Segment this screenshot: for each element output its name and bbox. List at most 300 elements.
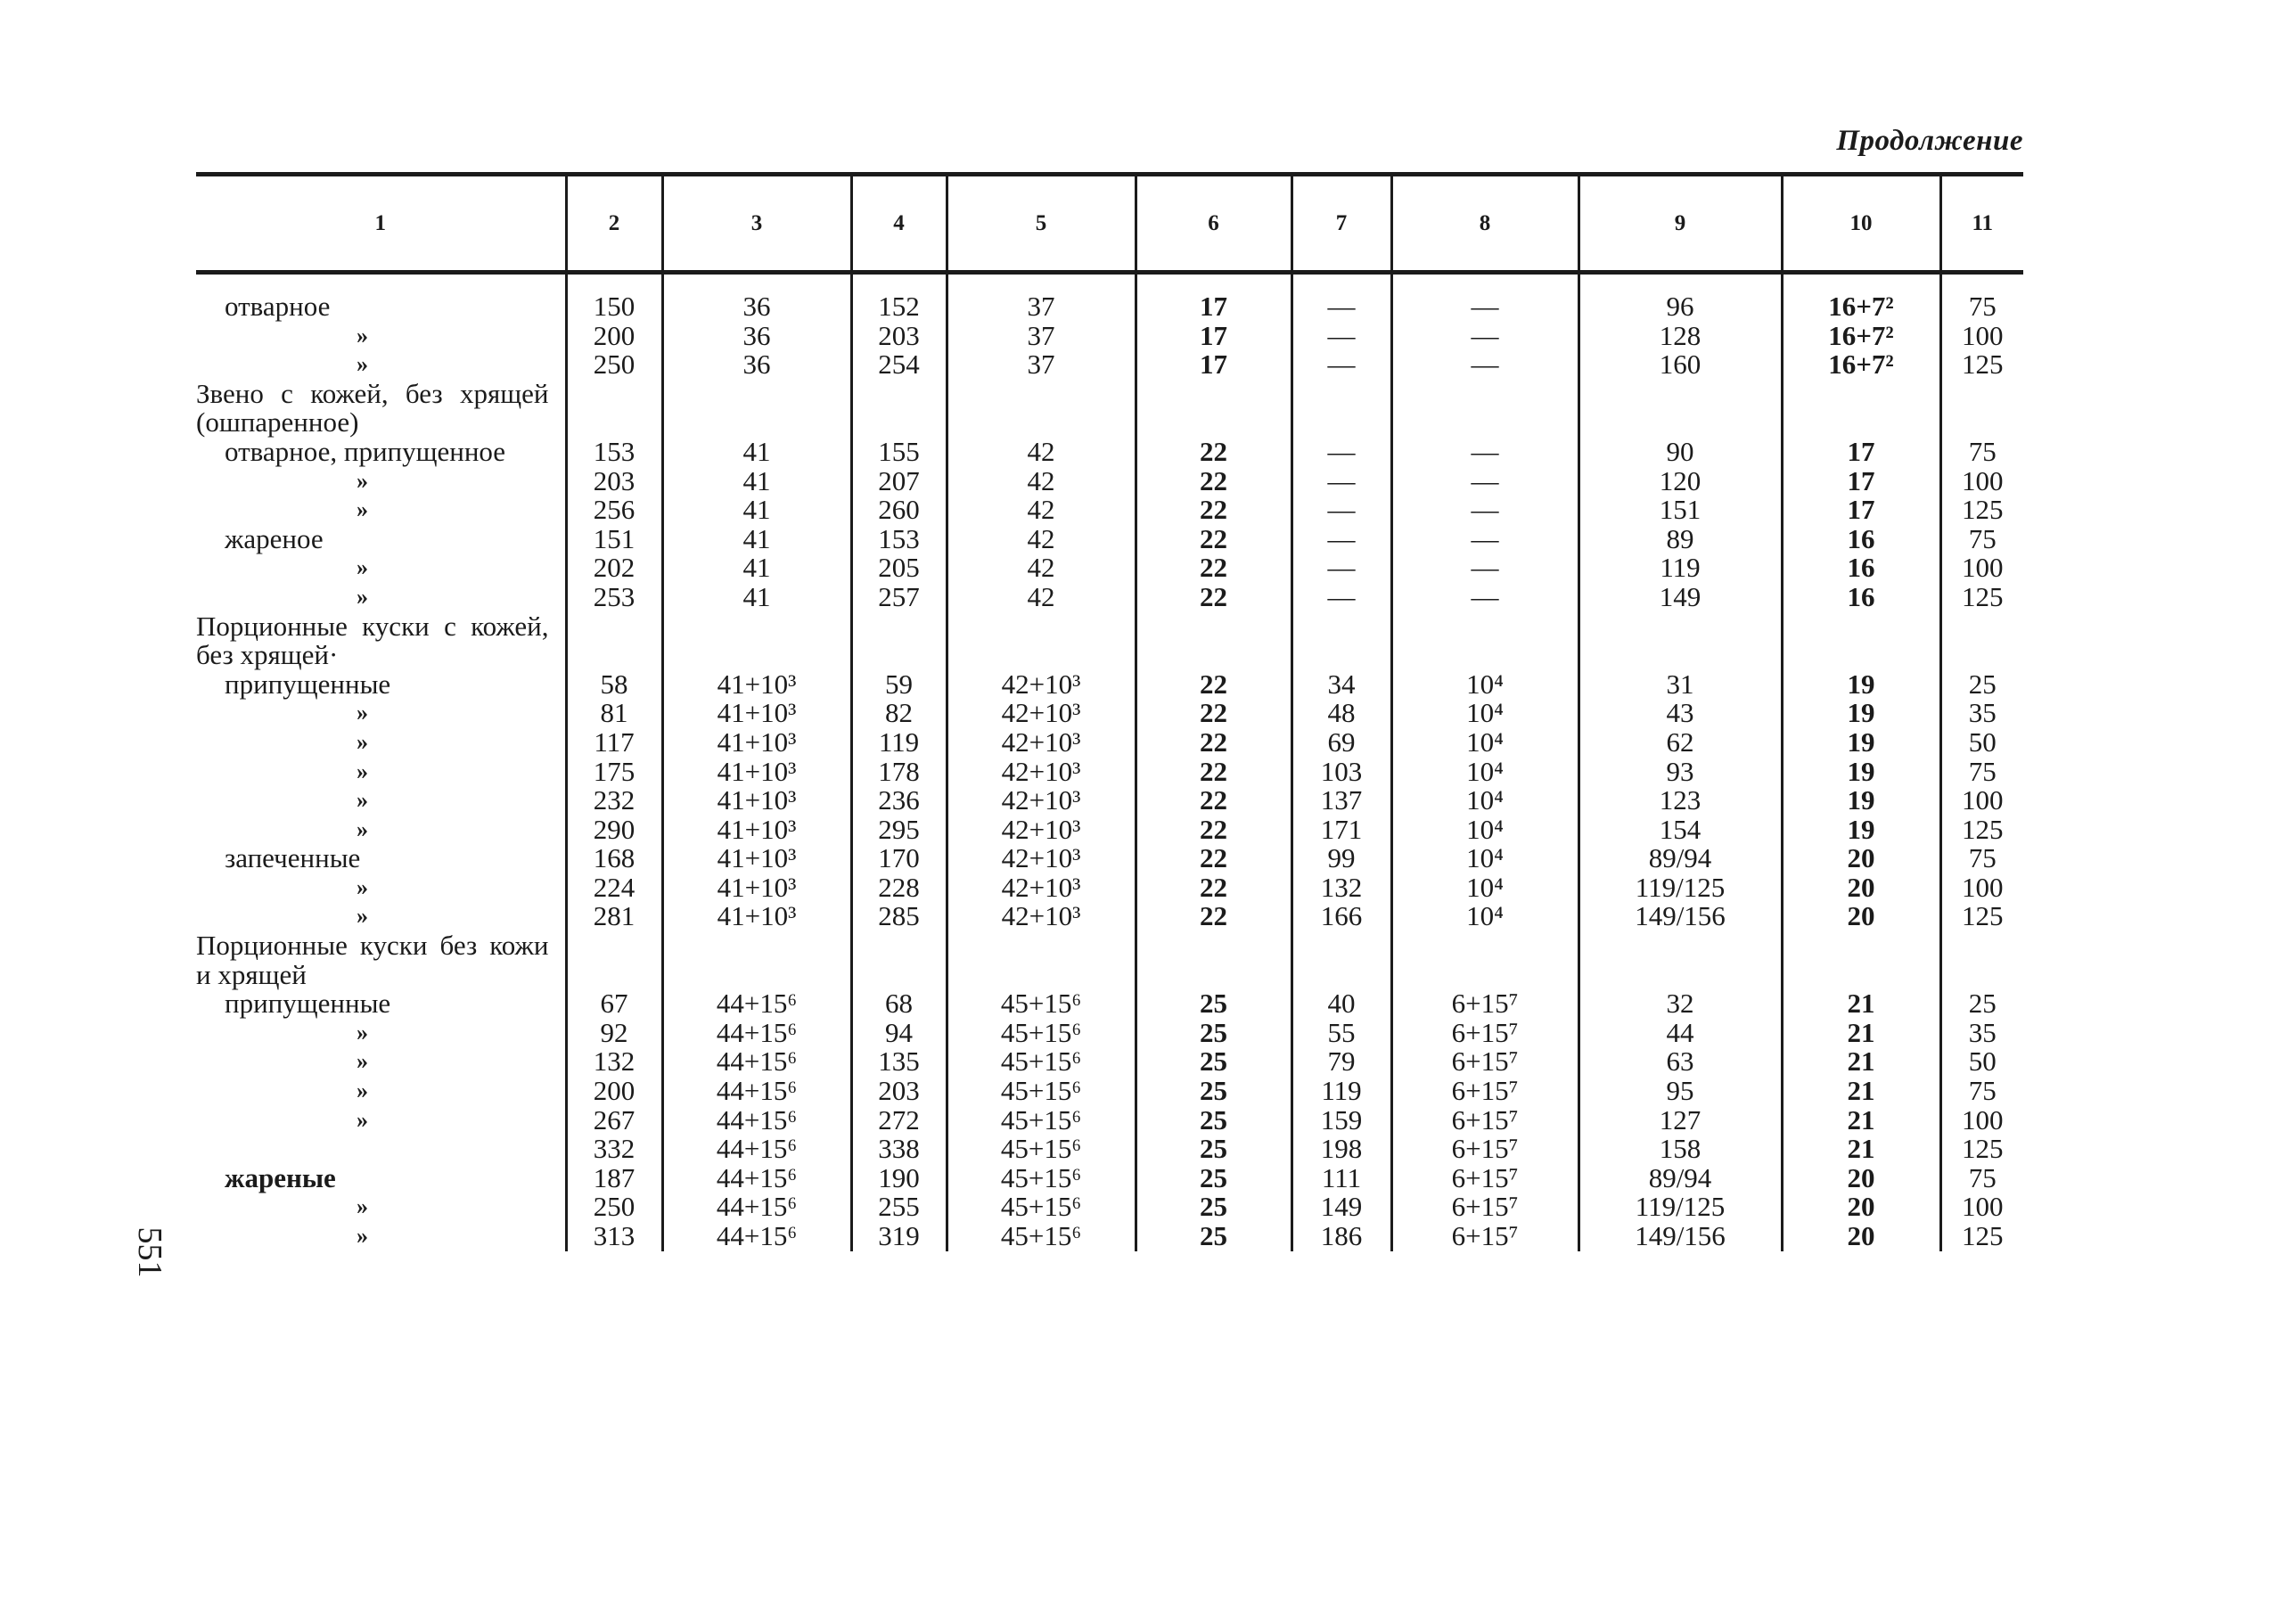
empty-cell [662,380,851,438]
cell-col-5: 42 [947,583,1136,612]
cell-col-6: 25 [1136,1193,1292,1222]
empty-cell [1136,380,1292,438]
empty-cell [1782,931,1940,989]
cell-col-8: 6+15⁷ [1391,989,1578,1019]
table-header [196,175,2023,273]
empty-cell [1578,931,1782,989]
ditto-mark: » [357,583,368,610]
cell-col-4: 260 [851,496,947,525]
cell-col-6: 25 [1136,1135,1292,1164]
cell-col-6: 22 [1136,467,1292,496]
table-row [196,1019,2023,1048]
cell-col-4: 82 [851,699,947,728]
cell-col-5: 42 [947,467,1136,496]
table-row [196,292,2023,322]
cell-col-6: 22 [1136,873,1292,903]
cell-col-8: 10⁴ [1391,873,1578,903]
cell-col-2: 267 [566,1106,662,1135]
cell-col-3: 41+10³ [662,816,851,845]
cell-col-3: 41+10³ [662,844,851,873]
cell-col-3: 41+10³ [662,728,851,758]
empty-cell [566,612,662,670]
cell-col-9: 149/156 [1578,1222,1782,1251]
row-label: припущенные [225,668,391,700]
cell-col-7: 119 [1292,1077,1391,1106]
cell-col-10: 20 [1782,1222,1940,1251]
column-header-10: 10 [1782,175,1940,273]
cell-col-6: 22 [1136,816,1292,845]
cell-col-2: 187 [566,1164,662,1193]
table-row [196,438,2023,467]
table-row [196,322,2023,351]
empty-cell [1391,380,1578,438]
cell-col-5: 42 [947,553,1136,583]
cell-col-3: 36 [662,322,851,351]
cell-col-7: 34 [1292,670,1391,700]
cell-col-6: 22 [1136,786,1292,816]
cell-col-4: 178 [851,758,947,787]
ditto-mark: » [357,1223,368,1249]
cell-col-11: 100 [1940,1193,2023,1222]
empty-cell [1578,380,1782,438]
cell-col-9: 63 [1578,1047,1782,1077]
cell-col-10: 21 [1782,1077,1940,1106]
cell-col-3: 44+15⁶ [662,1135,851,1164]
cell-col-4: 207 [851,467,947,496]
cell-col-2: 224 [566,873,662,903]
empty-cell [851,931,947,989]
cell-col-10: 20 [1782,873,1940,903]
cell-col-8: 6+15⁷ [1391,1077,1578,1106]
cell-col-9: 151 [1578,496,1782,525]
row-label: отварное, припущенное [225,435,506,467]
empty-cell [1940,380,2023,438]
cell-col-6: 25 [1136,1106,1292,1135]
cell-col-10: 20 [1782,1164,1940,1193]
cell-col-5: 45+15⁶ [947,1019,1136,1048]
cell-col-8: 10⁴ [1391,699,1578,728]
cell-col-2: 253 [566,583,662,612]
cell-col-3: 41 [662,583,851,612]
cell-col-2: 250 [566,350,662,380]
cell-col-7: 111 [1292,1164,1391,1193]
cell-col-8: — [1391,553,1578,583]
cell-col-3: 41 [662,438,851,467]
empty-cell [662,931,851,989]
cell-col-3: 41+10³ [662,786,851,816]
cell-col-8: 6+15⁷ [1391,1019,1578,1048]
cell-col-11: 75 [1940,1164,2023,1193]
cell-col-9: 43 [1578,699,1782,728]
cell-col-9: 93 [1578,758,1782,787]
table-row [196,1222,2023,1251]
cell-col-2: 117 [566,728,662,758]
cell-col-10: 16+7² [1782,322,1940,351]
empty-cell [566,931,662,989]
cell-col-2: 232 [566,786,662,816]
cell-col-11: 100 [1940,553,2023,583]
cell-col-11: 25 [1940,670,2023,700]
cell-col-5: 42+10³ [947,844,1136,873]
column-header-4: 4 [851,175,947,273]
cell-col-4: 135 [851,1047,947,1077]
cell-col-8: — [1391,350,1578,380]
cell-col-10: 16+7² [1782,350,1940,380]
column-header-5: 5 [947,175,1136,273]
cell-col-4: 203 [851,1077,947,1106]
cell-col-7: — [1292,496,1391,525]
cell-col-2: 153 [566,438,662,467]
cell-col-3: 44+15⁶ [662,1106,851,1135]
cell-col-9: 149 [1578,583,1782,612]
row-label: отварное [225,291,331,322]
empty-cell [1391,931,1578,989]
cell-col-5: 45+15⁶ [947,1047,1136,1077]
cell-col-11: 35 [1940,699,2023,728]
cell-col-10: 16+7² [1782,292,1940,322]
empty-cell [1292,931,1391,989]
cell-col-11: 125 [1940,1222,2023,1251]
cell-col-3: 44+15⁶ [662,989,851,1019]
cell-col-11: 125 [1940,583,2023,612]
cell-col-10: 20 [1782,1193,1940,1222]
ditto-mark: » [357,496,368,523]
cell-col-2: 200 [566,1077,662,1106]
column-header-7: 7 [1292,175,1391,273]
cell-col-4: 190 [851,1164,947,1193]
cell-col-2: 168 [566,844,662,873]
cell-col-5: 42+10³ [947,902,1136,931]
table-row [196,816,2023,845]
empty-cell [1136,931,1292,989]
cell-col-6: 22 [1136,553,1292,583]
nutrition-table-container [196,172,2023,1251]
cell-col-4: 68 [851,989,947,1019]
ditto-mark: » [357,728,368,755]
cell-col-8: 6+15⁷ [1391,1164,1578,1193]
cell-col-9: 120 [1578,467,1782,496]
cell-col-5: 45+15⁶ [947,1164,1136,1193]
cell-col-7: — [1292,467,1391,496]
cell-col-7: 40 [1292,989,1391,1019]
cell-col-9: 95 [1578,1077,1782,1106]
cell-col-4: 203 [851,322,947,351]
cell-col-2: 92 [566,1019,662,1048]
cell-col-6: 22 [1136,728,1292,758]
cell-col-7: — [1292,350,1391,380]
cell-col-7: 103 [1292,758,1391,787]
cell-col-3: 44+15⁶ [662,1164,851,1193]
cell-col-2: 290 [566,816,662,845]
cell-col-8: 6+15⁷ [1391,1222,1578,1251]
cell-col-11: 50 [1940,1047,2023,1077]
ditto-mark: » [357,1193,368,1220]
column-header-1: 1 [196,175,566,273]
cell-col-8: — [1391,525,1578,554]
cell-col-7: — [1292,322,1391,351]
ditto-mark: » [357,322,368,348]
section-heading-row [196,612,2023,670]
table-row [196,728,2023,758]
cell-col-6: 22 [1136,699,1292,728]
cell-col-6: 22 [1136,758,1292,787]
empty-cell [947,931,1136,989]
empty-cell [1940,612,2023,670]
table-row [196,1164,2023,1193]
row-label: жареные [225,1161,336,1193]
row-label: жареное [225,522,324,554]
cell-col-2: 313 [566,1222,662,1251]
table-row [196,525,2023,554]
cell-col-5: 42+10³ [947,873,1136,903]
table-row [196,1077,2023,1106]
empty-cell [1578,612,1782,670]
cell-col-3: 44+15⁶ [662,1193,851,1222]
cell-col-5: 42 [947,496,1136,525]
ditto-mark: » [357,554,368,581]
cell-col-10: 20 [1782,844,1940,873]
cell-col-3: 41 [662,553,851,583]
cell-col-8: 10⁴ [1391,816,1578,845]
table-row [196,583,2023,612]
cell-col-7: — [1292,553,1391,583]
cell-col-6: 22 [1136,496,1292,525]
empty-cell [1292,380,1391,438]
cell-col-2: 58 [566,670,662,700]
cell-col-7: 48 [1292,699,1391,728]
cell-col-11: 125 [1940,816,2023,845]
cell-col-3: 41+10³ [662,670,851,700]
cell-col-8: — [1391,583,1578,612]
cell-col-6: 22 [1136,844,1292,873]
cell-col-10: 20 [1782,902,1940,931]
cell-col-11: 50 [1940,728,2023,758]
empty-cell [566,380,662,438]
cell-col-4: 205 [851,553,947,583]
cell-col-10: 16 [1782,583,1940,612]
ditto-mark: » [357,816,368,842]
cell-col-4: 319 [851,1222,947,1251]
cell-col-9: 127 [1578,1106,1782,1135]
cell-col-11: 125 [1940,496,2023,525]
cell-col-7: 99 [1292,844,1391,873]
cell-col-2: 332 [566,1135,662,1164]
cell-col-3: 41+10³ [662,699,851,728]
empty-cell [947,380,1136,438]
cell-col-2: 132 [566,1047,662,1077]
cell-col-7: 69 [1292,728,1391,758]
cell-col-2: 200 [566,322,662,351]
cell-col-8: 10⁴ [1391,786,1578,816]
section-heading: Порционные куски без кожи и хрящей [196,930,549,990]
cell-col-10: 19 [1782,758,1940,787]
cell-col-9: 31 [1578,670,1782,700]
cell-col-4: 94 [851,1019,947,1048]
table-row [196,553,2023,583]
section-heading: Звено с кожей, без хрящей (ошпаренное) [196,377,549,439]
cell-col-7: 55 [1292,1019,1391,1048]
cell-col-10: 21 [1782,1135,1940,1164]
column-header-6: 6 [1136,175,1292,273]
cell-col-8: 6+15⁷ [1391,1193,1578,1222]
cell-col-10: 16 [1782,553,1940,583]
cell-col-7: 198 [1292,1135,1391,1164]
cell-col-2: 203 [566,467,662,496]
cell-col-4: 170 [851,844,947,873]
cell-col-6: 25 [1136,1222,1292,1251]
cell-col-7: 166 [1292,902,1391,931]
cell-col-8: 10⁴ [1391,728,1578,758]
cell-col-6: 25 [1136,1047,1292,1077]
cell-col-3: 41 [662,525,851,554]
cell-col-2: 281 [566,902,662,931]
empty-cell [1782,380,1940,438]
cell-col-11: 125 [1940,350,2023,380]
cell-col-5: 42+10³ [947,816,1136,845]
ditto-mark: » [357,1019,368,1045]
cell-col-8: 10⁴ [1391,758,1578,787]
cell-col-6: 17 [1136,292,1292,322]
cell-col-3: 44+15⁶ [662,1047,851,1077]
cell-col-5: 45+15⁶ [947,1106,1136,1135]
table-row [196,467,2023,496]
cell-col-8: — [1391,292,1578,322]
cell-col-4: 153 [851,525,947,554]
cell-col-7: 149 [1292,1193,1391,1222]
cell-col-5: 45+15⁶ [947,1193,1136,1222]
cell-col-11: 125 [1940,902,2023,931]
cell-col-5: 42+10³ [947,728,1136,758]
cell-col-7: — [1292,525,1391,554]
cell-col-2: 175 [566,758,662,787]
cell-col-6: 22 [1136,583,1292,612]
ditto-mark: » [357,467,368,494]
cell-col-11: 25 [1940,989,2023,1019]
cell-col-9: 89/94 [1578,1164,1782,1193]
cell-col-8: 6+15⁷ [1391,1106,1578,1135]
cell-col-6: 22 [1136,438,1292,467]
row-label: припущенные [225,988,391,1020]
cell-col-2: 67 [566,989,662,1019]
table-body [196,273,2023,1251]
table-row [196,1193,2023,1222]
table-row [196,844,2023,873]
cell-col-6: 17 [1136,350,1292,380]
column-header-9: 9 [1578,175,1782,273]
cell-col-8: 6+15⁷ [1391,1047,1578,1077]
cell-col-2: 150 [566,292,662,322]
cell-col-9: 119/125 [1578,1193,1782,1222]
cell-col-9: 44 [1578,1019,1782,1048]
ditto-mark: » [357,873,368,900]
cell-col-9: 119/125 [1578,873,1782,903]
cell-col-11: 100 [1940,467,2023,496]
cell-col-10: 21 [1782,1106,1940,1135]
ditto-mark [196,1135,566,1164]
cell-col-3: 41+10³ [662,873,851,903]
cell-col-5: 37 [947,350,1136,380]
cell-col-4: 295 [851,816,947,845]
cell-col-9: 89 [1578,525,1782,554]
cell-col-6: 25 [1136,1164,1292,1193]
empty-cell [1136,612,1292,670]
empty-cell [1940,931,2023,989]
cell-col-5: 42 [947,525,1136,554]
cell-col-10: 19 [1782,786,1940,816]
cell-col-10: 21 [1782,989,1940,1019]
cell-col-9: 128 [1578,322,1782,351]
table-row [196,1106,2023,1135]
table-row [196,873,2023,903]
cell-col-6: 22 [1136,902,1292,931]
cell-col-9: 160 [1578,350,1782,380]
cell-col-4: 119 [851,728,947,758]
cell-col-8: 10⁴ [1391,902,1578,931]
cell-col-11: 75 [1940,758,2023,787]
cell-col-11: 125 [1940,1135,2023,1164]
cell-col-4: 152 [851,292,947,322]
spacer-row [196,273,2023,293]
ditto-mark: » [357,903,368,930]
cell-col-5: 45+15⁶ [947,1077,1136,1106]
column-header-3: 3 [662,175,851,273]
cell-col-7: 137 [1292,786,1391,816]
cell-col-3: 41+10³ [662,902,851,931]
cell-col-8: 10⁴ [1391,844,1578,873]
nutrition-table [196,172,2023,1251]
cell-col-9: 89/94 [1578,844,1782,873]
cell-col-4: 155 [851,438,947,467]
cell-col-10: 21 [1782,1047,1940,1077]
cell-col-7: 132 [1292,873,1391,903]
cell-col-4: 254 [851,350,947,380]
ditto-mark: » [357,1048,368,1075]
cell-col-6: 25 [1136,989,1292,1019]
cell-col-4: 255 [851,1193,947,1222]
cell-col-11: 75 [1940,438,2023,467]
cell-col-5: 37 [947,292,1136,322]
empty-cell [947,612,1136,670]
cell-col-7: 171 [1292,816,1391,845]
cell-col-10: 19 [1782,816,1940,845]
cell-col-9: 158 [1578,1135,1782,1164]
cell-col-8: — [1391,322,1578,351]
cell-col-10: 19 [1782,728,1940,758]
cell-col-5: 42+10³ [947,786,1136,816]
cell-col-2: 81 [566,699,662,728]
cell-col-6: 25 [1136,1077,1292,1106]
ditto-mark: » [357,700,368,726]
cell-col-3: 41 [662,496,851,525]
cell-col-11: 75 [1940,1077,2023,1106]
ditto-mark: » [357,787,368,814]
cell-col-7: 186 [1292,1222,1391,1251]
page-number: 551 [131,1226,168,1278]
cell-col-2: 202 [566,553,662,583]
cell-col-5: 42+10³ [947,758,1136,787]
table-row [196,496,2023,525]
cell-col-11: 75 [1940,844,2023,873]
empty-cell [851,380,947,438]
cell-col-3: 44+15⁶ [662,1077,851,1106]
ditto-mark: » [357,1106,368,1133]
table-row [196,1047,2023,1077]
section-heading-row [196,931,2023,989]
cell-col-9: 154 [1578,816,1782,845]
cell-col-10: 19 [1782,699,1940,728]
cell-col-3: 44+15⁶ [662,1222,851,1251]
cell-col-3: 36 [662,350,851,380]
